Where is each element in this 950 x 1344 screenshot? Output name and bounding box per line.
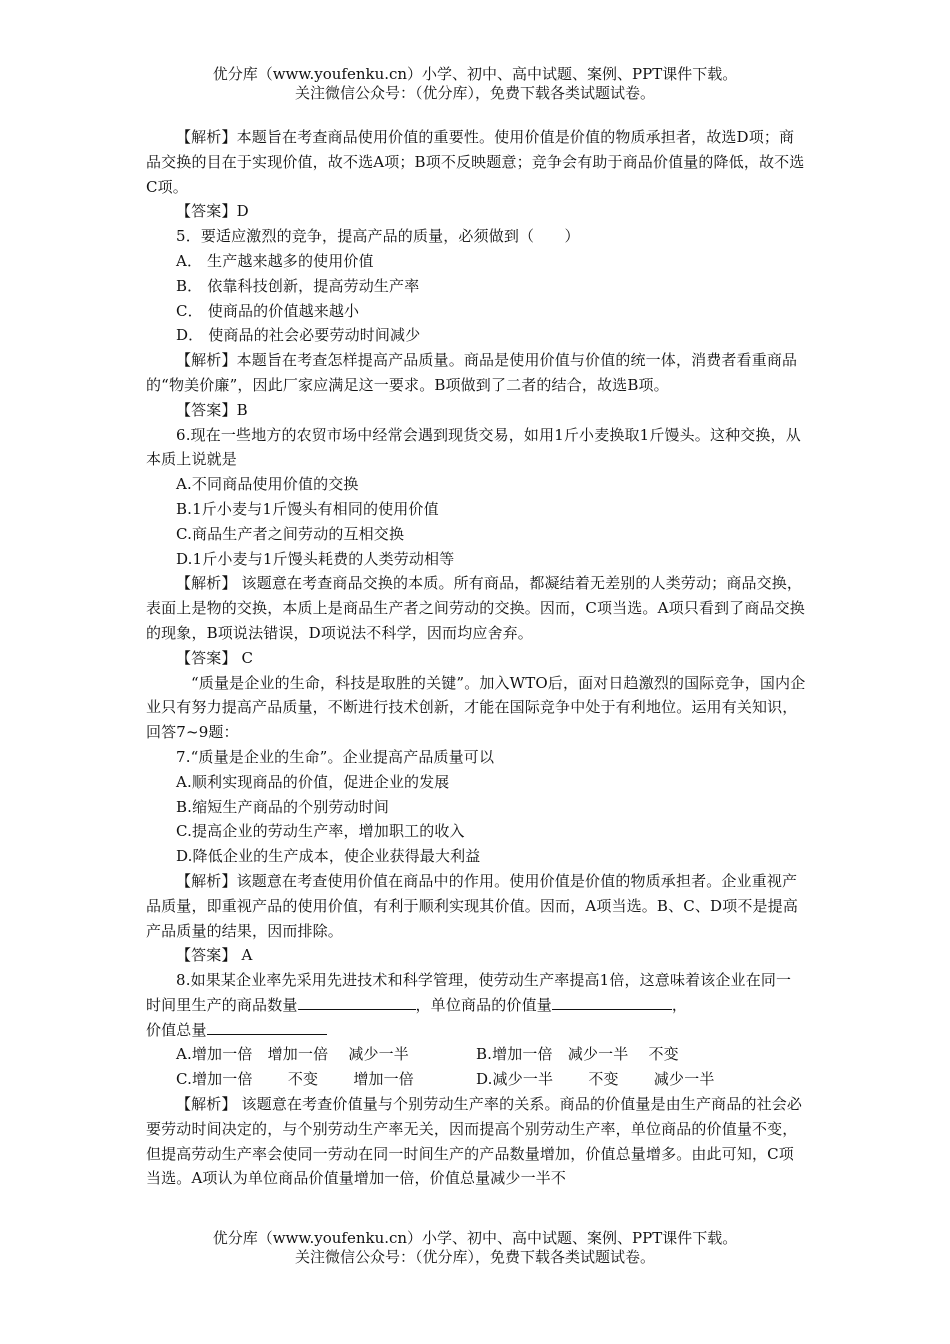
q6-option-c: C.商品生产者之间劳动的互相交换 <box>176 524 405 543</box>
q7-analysis: 【解析】该题意在考查使用价值在商品中的作用。使用价值是价值的物质承担者。企业重视产品质量，即重视产品的使用价值，有利于顺利实现其价值。因而，A项当选。B、C、D项不是提高产品质量的结果，因而排除。 <box>146 871 798 940</box>
q8-stem <box>146 968 806 1042</box>
q8-options-row-2 <box>146 1067 806 1092</box>
q7-option-b: B.缩短生产商品的个别劳动时间 <box>176 797 390 816</box>
q8-analysis: 【解析】 该题意在考查价值量与个别劳动生产率的关系。商品的价值量是由生产商品的社会必要劳动时间决定的，与个别劳动生产率无关，因而提高个别劳动生产率，单位商品的价值量不变，但提高劳动生产率会使同一劳动在同一时间生产的产品数量增加，价值总量增多。由此可知，C项当选。A项认为单位商品价值量增加一倍，价值总量减少一半不 <box>146 1095 803 1188</box>
page-footer <box>0 1229 950 1267</box>
q6-stem: 6.现在一些地方的农贸市场中经常会遇到现货交易，如用1斤小麦换取1斤馒头。这种交换，从本质上说就是 <box>146 425 801 469</box>
q7-option-d: D.降低企业的生产成本，使企业获得最大利益 <box>176 847 481 866</box>
q5-option-c: C． 使商品的价值越来越小 <box>176 301 360 320</box>
fill-blank-2 <box>552 993 672 1010</box>
q8-stem-part-b: ，单位商品的价值量 <box>415 995 552 1014</box>
q5-option-a: A． 生产越来越多的使用价值 <box>176 251 374 270</box>
q8-option-c: C.增加一倍 不变 增加一倍 <box>176 1070 414 1089</box>
q5-analysis: 【解析】本题旨在考查怎样提高产品质量。商品是使用价值与价值的统一体，消费者看重商品的“物美价廉”，因此厂家应满足这一要求。B项做到了二者的结合，故选B项。 <box>146 351 798 394</box>
q8-options-row-1 <box>146 1042 806 1067</box>
q8-stem-part-d: 价值总量 <box>146 1020 207 1039</box>
q6-option-b: B.1斤小麦与1斤馒头有相同的使用价值 <box>176 499 439 518</box>
footer-line-2: 关注微信公众号：（优分库），免费下载各类试题试卷。 <box>294 1248 655 1266</box>
q8-stem-part-a: 8.如果某企业率先采用先进技术和科学管理，使劳动生产率提高1倍，这意味着该企业在同一时间里生产的商品数量 <box>146 971 792 1014</box>
page-header <box>0 65 950 103</box>
q7-option-a: A.顺利实现商品的价值，促进企业的发展 <box>176 772 450 791</box>
fill-blank-3 <box>207 1018 327 1035</box>
q8-option-d: D.减少一半 不变 减少一半 <box>476 1070 715 1089</box>
q6-answer: 【答案】 C <box>176 648 254 667</box>
q5-stem: 5．要适应激烈的竞争，提高产品的质量，必须做到（ ） <box>176 227 580 246</box>
q6-option-a: A.不同商品使用价值的交换 <box>176 475 359 494</box>
q6-option-d: D.1斤小麦与1斤馒头耗费的人类劳动相等 <box>176 549 455 568</box>
q5-option-b: B． 依靠科技创新，提高劳动生产率 <box>176 276 420 295</box>
q8-option-a: A.增加一倍 增加一倍 减少一半 <box>176 1045 409 1064</box>
q6-analysis: 【解析】 该题意在考查商品交换的本质。所有商品，都凝结着无差别的人类劳动；商品交换，表面上是物的交换，本质上是商品生产者之间劳动的交换。因而，C项当选。A项只看到了商品交换的现象，B项说法错误，D项说法不科学，因而均应舍弃。 <box>146 574 805 642</box>
q5-answer: 【答案】B <box>176 400 248 419</box>
q7-answer: 【答案】 A <box>176 946 253 965</box>
header-line-1: 优分库（www.youfenku.cn）小学、初中、高中试题、案例、PPT课件下载。 <box>212 65 738 83</box>
q7-stem: 7.“质量是企业的生命”。企业提高产品质量可以 <box>176 747 495 766</box>
q8-option-b: B.增加一倍 减少一半 不变 <box>476 1045 679 1064</box>
fill-blank-1 <box>298 993 416 1010</box>
q4-analysis: 【解析】本题旨在考查商品使用价值的重要性。使用价值是价值的物质承担者，故选D项；商品交换的目在于实现价值，故不选A项；B项不反映题意；竞争会有助于商品价值量的降低，故不选C项。 <box>146 128 805 196</box>
q5-option-d: D． 使商品的社会必要劳动时间减少 <box>176 326 421 345</box>
document-body <box>146 125 806 1191</box>
material-passage: “质量是企业的生命，科技是取胜的关键”。加入WTO后，面对日趋激烈的国际竞争，国内企业只有努力提高产品质量，不断进行技术创新，才能在国际竞争中处于有利地位。运用有关知识，回答7~9题： <box>146 673 806 742</box>
q7-option-c: C.提高企业的劳动生产率，增加职工的收入 <box>176 822 465 841</box>
q8-stem-part-c: ， <box>671 995 688 1014</box>
q4-answer: 【答案】D <box>176 202 249 221</box>
footer-line-1: 优分库（www.youfenku.cn）小学、初中、高中试题、案例、PPT课件下载。 <box>212 1229 738 1247</box>
header-line-2: 关注微信公众号：（优分库），免费下载各类试题试卷。 <box>294 84 655 102</box>
